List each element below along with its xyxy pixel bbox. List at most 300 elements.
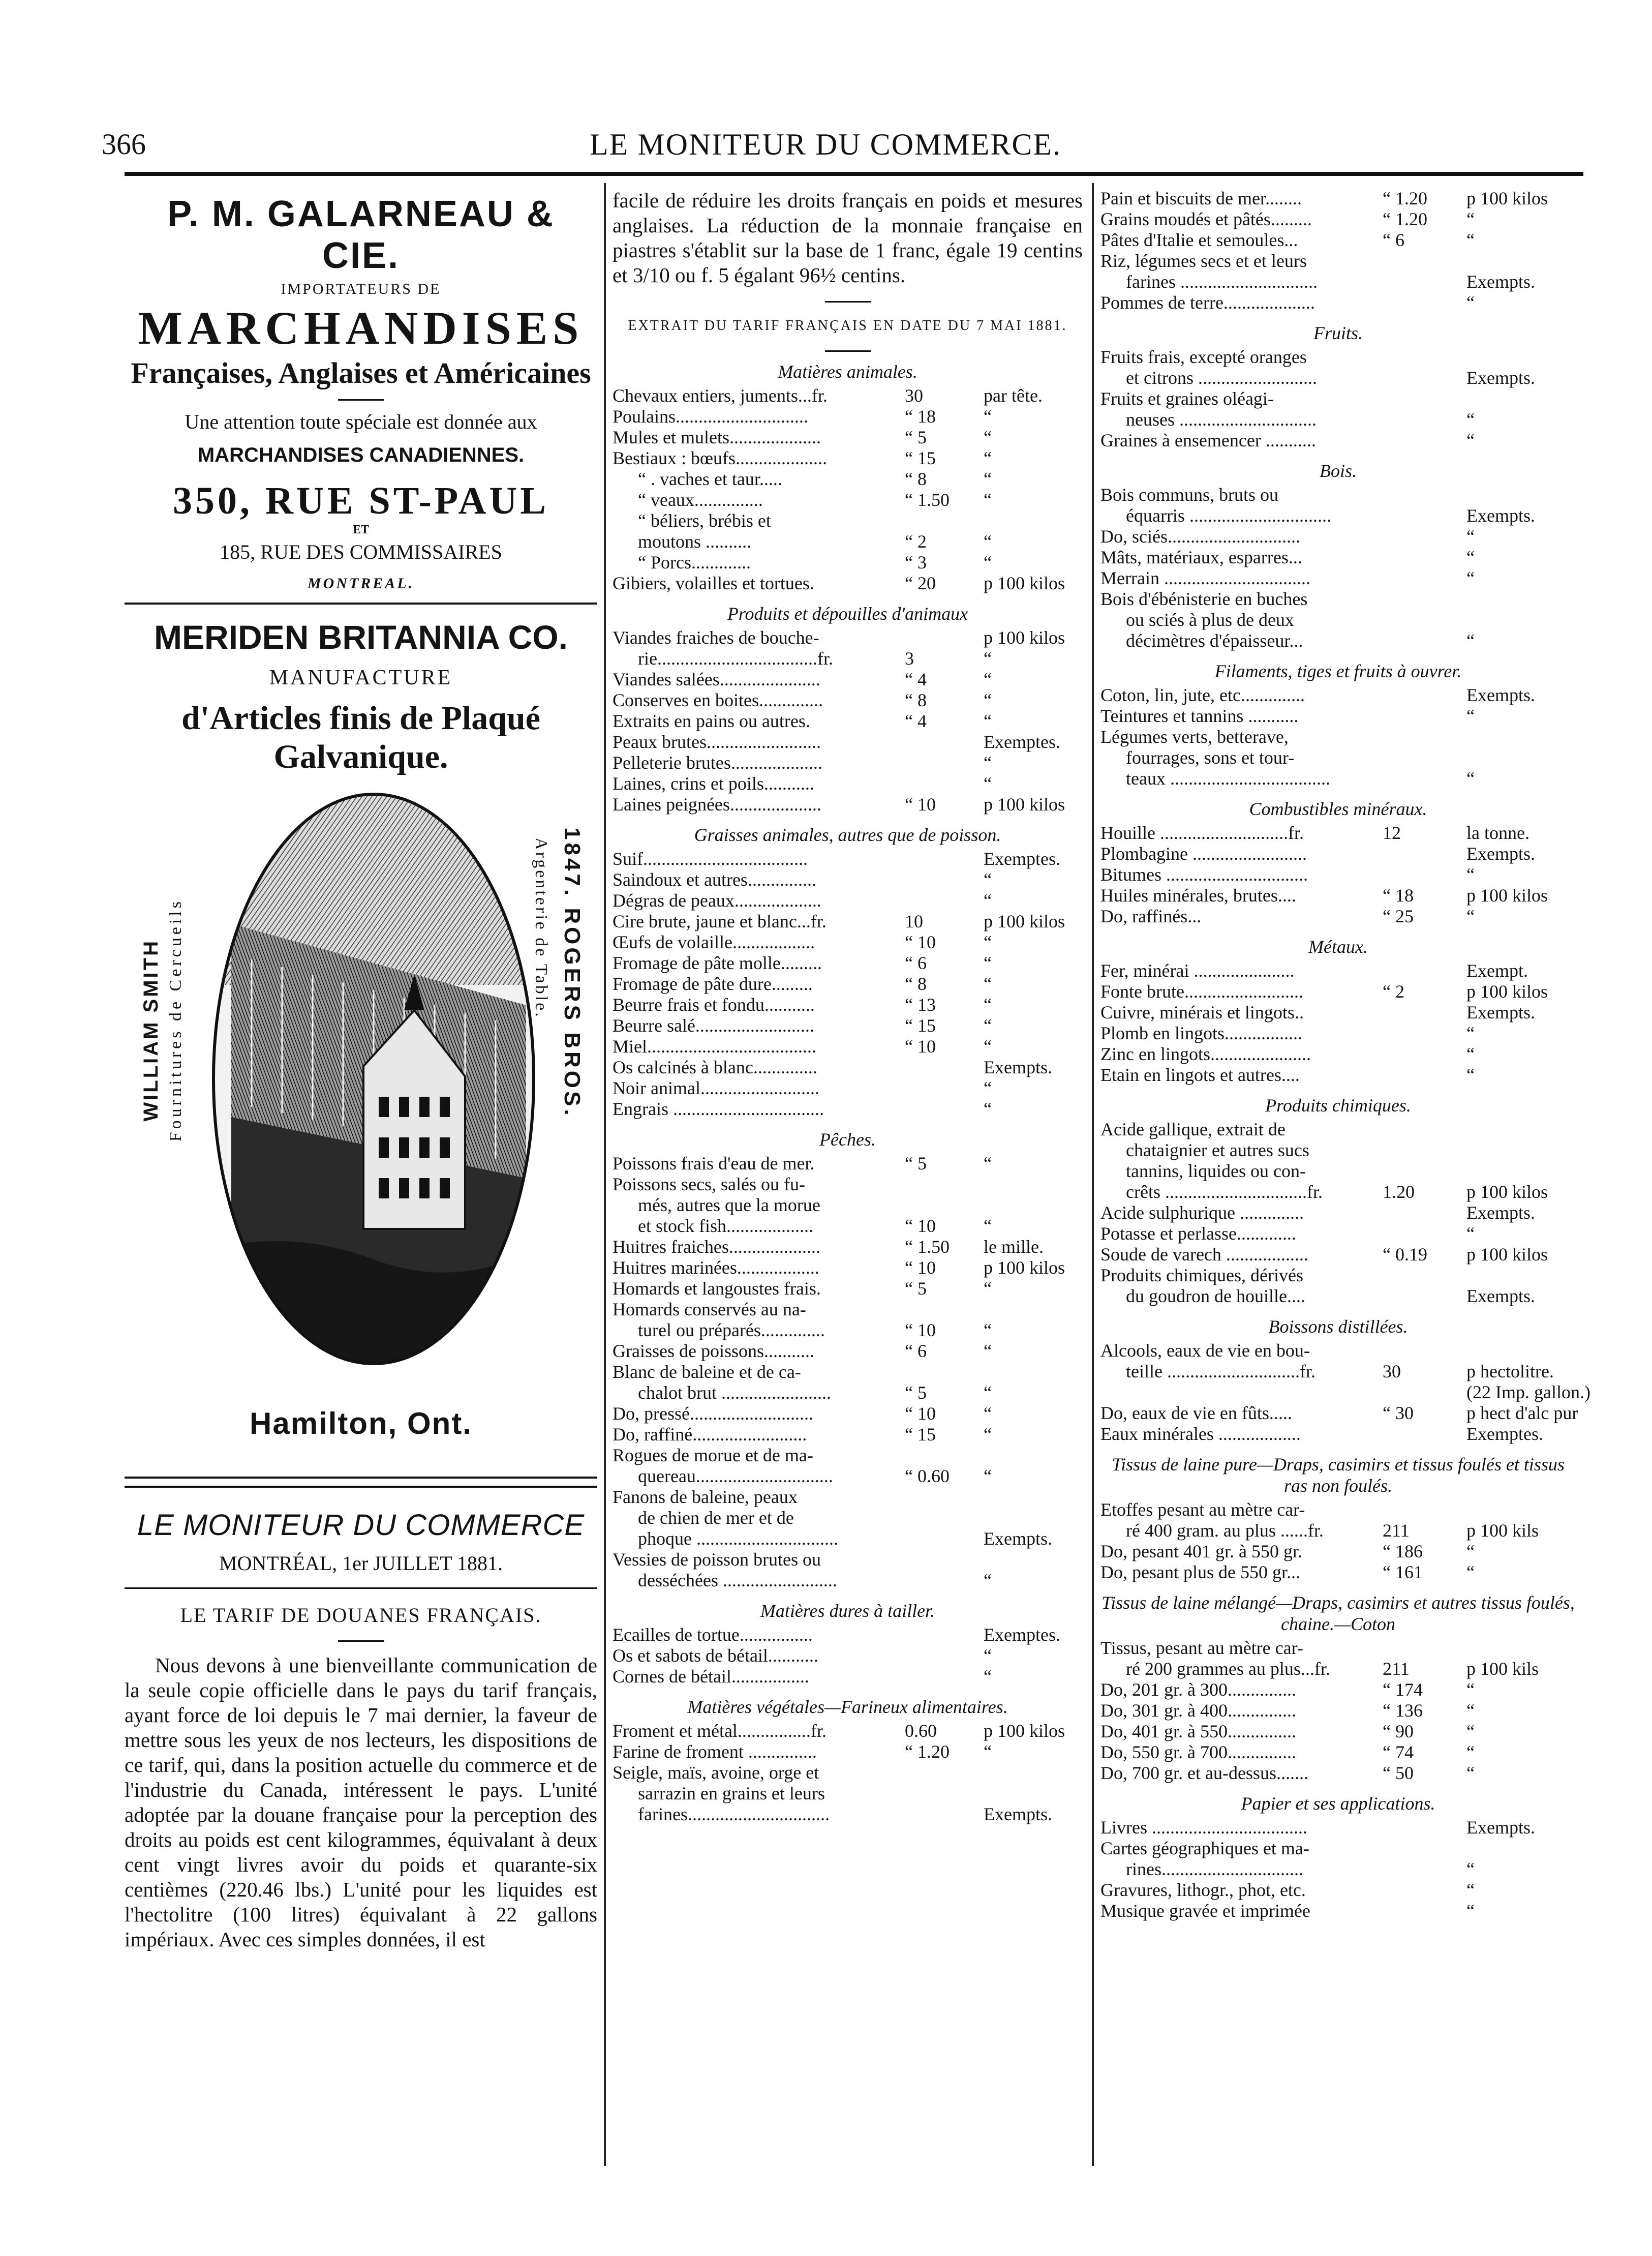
- tariff-row: [1100, 1520, 1576, 1541]
- masthead-dateline: MONTRÉAL, 1er JUILLET 1881.: [219, 1552, 503, 1575]
- tariff-item: quereau..............................: [638, 1466, 833, 1486]
- tariff-item: Do, 550 gr. à 700...............: [1100, 1742, 1296, 1762]
- tariff-row: [1100, 1562, 1576, 1583]
- tariff-row: [613, 385, 1083, 406]
- tariff-row: [1100, 864, 1576, 885]
- tariff-row: [613, 531, 1083, 552]
- tariff-unit: “: [984, 869, 992, 890]
- tariff-row: [613, 1487, 1083, 1508]
- tariff-row: [613, 1666, 1083, 1687]
- tariff-item: Seigle, maïs, avoine, orge et: [613, 1762, 819, 1783]
- tariff-duty: 30: [905, 385, 923, 406]
- tariff-unit: Exempt.: [1466, 960, 1528, 981]
- tariff-duty: “ 174: [1383, 1679, 1423, 1700]
- tariff-item: Gravures, lithogr., phot, etc.: [1100, 1880, 1306, 1900]
- tariff-section-heading: Pêches.: [819, 1129, 876, 1150]
- tariff-row: [1100, 885, 1576, 906]
- tariff-item: Miel.....................................: [613, 1036, 816, 1057]
- tariff-section-heading: Bois.: [1319, 461, 1357, 481]
- tariff-unit: “: [984, 753, 992, 773]
- tariff-item: Pâtes d'Italie et semoules...: [1100, 230, 1298, 250]
- tariff-unit: “: [1466, 209, 1475, 229]
- tariff-item: Do, raffinés...: [1100, 906, 1202, 926]
- tariff-row: [613, 427, 1083, 448]
- advert-firm-name: P. M. GALARNEAU & CIE.: [167, 194, 555, 276]
- tariff-duty: 211: [1383, 1659, 1410, 1679]
- tariff-item: chataignier et autres sucs: [1126, 1140, 1309, 1160]
- tariff-row: [613, 1320, 1083, 1341]
- column-3: [1100, 188, 1590, 1921]
- tariff-row: [1100, 1286, 1576, 1307]
- tariff-unit: Exempts.: [1466, 368, 1535, 388]
- tariff-row: [1100, 1859, 1576, 1880]
- tariff-row: [613, 1153, 1083, 1174]
- tariff-item: Saindoux et autres...............: [613, 869, 816, 890]
- short-rule: [825, 301, 871, 303]
- tariff-row: [1100, 1161, 1576, 1182]
- tariff-section-rows: [613, 849, 1083, 1120]
- tariff-section-heading: Matières animales.: [778, 362, 917, 382]
- tariff-item: Pommes de terre....................: [1100, 292, 1315, 313]
- tariff-unit: “: [984, 1320, 992, 1340]
- tariff-item: Coton, lin, jute, etc..............: [1100, 685, 1305, 705]
- tariff-row: [1100, 1361, 1576, 1382]
- tariff-duty: “ 10: [905, 794, 936, 815]
- tariff-duty: “ 8: [905, 469, 927, 489]
- tariff-unit: p 100 kils: [1466, 1659, 1539, 1679]
- tariff-unit: p 100 kilos: [984, 573, 1065, 593]
- tariff-row: [1100, 547, 1576, 568]
- tariff-row: [613, 1645, 1083, 1666]
- tariff-item: “ veaux...............: [638, 490, 763, 510]
- tariff-duty: 30: [1383, 1361, 1401, 1381]
- tariff-row: [1100, 610, 1576, 630]
- tariff-unit: Exempts.: [1466, 1002, 1535, 1022]
- tariff-row: [613, 1015, 1083, 1036]
- tariff-row: [613, 627, 1083, 648]
- tariff-item: rie...................................fr.: [638, 648, 833, 669]
- tariff-row: [613, 1570, 1083, 1591]
- tariff-item: Œufs de volaille..................: [613, 932, 815, 952]
- tariff-item: Acide sulphurique ..............: [1100, 1202, 1304, 1223]
- tariff-row: [1100, 1541, 1576, 1562]
- tariff-section-rows: [1100, 347, 1576, 451]
- tariff-section-rows: [1100, 188, 1576, 313]
- advert-divider: [125, 603, 597, 605]
- tariff-duty: “ 10: [905, 1320, 936, 1340]
- tariff-unit: p hectolitre.: [1466, 1361, 1554, 1381]
- tariff-row: [1100, 1721, 1576, 1742]
- tariff-item: Homards et langoustes frais.: [613, 1278, 821, 1299]
- tariff-duty: “ 90: [1383, 1721, 1414, 1741]
- tariff-unit: p 100 kilos: [1466, 1244, 1548, 1265]
- tariff-row: [1100, 747, 1576, 768]
- tariff-section-rows: [1100, 823, 1576, 927]
- tariff-row: [613, 1099, 1083, 1120]
- tariff-item: desséchées .........................: [638, 1570, 837, 1590]
- tariff-row: [1100, 1140, 1576, 1161]
- tariff-unit: Exempts.: [1466, 272, 1535, 292]
- tariff-row: [1100, 1499, 1576, 1520]
- tariff-duty: “ 10: [905, 1257, 936, 1278]
- tariff-row: [1100, 1182, 1576, 1202]
- tariff-item: Soude de varech ..................: [1100, 1244, 1308, 1265]
- tariff-item: Fanons de baleine, peaux: [613, 1487, 798, 1507]
- tariff-row: [1100, 630, 1576, 651]
- side-label-william-smith: WILLIAM SMITH: [140, 939, 162, 1122]
- tariff-item: més, autres que la morue: [638, 1195, 820, 1215]
- tariff-unit: “: [984, 1570, 992, 1590]
- tariff-item: Extraits en pains ou autres.: [613, 711, 810, 731]
- tariff-item: Cornes de bétail.................: [613, 1666, 809, 1687]
- tariff-row: [1100, 1403, 1576, 1424]
- tariff-unit: Exempts.: [984, 1528, 1052, 1549]
- tariff-row: [613, 1257, 1083, 1278]
- tariff-unit: “: [1466, 230, 1475, 250]
- tariff-section-rows: [1100, 1817, 1576, 1921]
- tariff-section-heading: Tissus de laine pure—Draps, casimirs et tissus foulés et tissus ras non foulés.: [1112, 1454, 1565, 1496]
- tariff-unit: “: [1466, 1763, 1475, 1783]
- tariff-unit: “: [984, 669, 992, 689]
- article-paragraph: Nous devons à une bienveillante communication de la seule copie officielle dans le pays du tarif français, ayant force de loi depuis le 7 mai dernier, la faveur de mettre sous les yeux de nos lecteurs, les dispositions de ce tarif, qui, dans la position actuelle du commerce et de l'industrie du Canada, intéressent le pays. L'unité adoptée par la douane française pour la perception des droits au poids est cent kilogrammes, équivalant à deux cent vingt livres avoir du poids et quarante-six centièmes (220.46 lbs.) L'unité pour les liquides est l'hectolitre (100 litres) équivalant à 22 gallons impériaux. Avec ces simples données, il est: [125, 1653, 597, 1951]
- tariff-item: Riz, légumes secs et et leurs: [1100, 251, 1307, 271]
- advert-goods: MARCHANDISES: [138, 302, 584, 354]
- tariff-item: neuses ..............................: [1126, 409, 1317, 430]
- tariff-duty: “ 6: [1383, 230, 1404, 250]
- tariff-unit: “: [984, 690, 992, 710]
- tariff-unit: Exemptes.: [984, 1625, 1060, 1645]
- tariff-row: [1100, 906, 1576, 927]
- tariff-row: [1100, 1002, 1576, 1023]
- tariff-item: Conserves en boites..............: [613, 690, 823, 710]
- article-paragraph-continued: facile de réduire les droits français en poids et mesures anglaises. La réduction de la monnaie française en piastres s'établit sur la base de 1 franc, égale 19 centins et 3/10 ou f. 5 égalant 96½ centins.: [613, 189, 1083, 287]
- tariff-row: [613, 1445, 1083, 1466]
- tariff-unit: Exempts.: [984, 1804, 1052, 1824]
- tariff-item: Suif....................................: [613, 849, 808, 869]
- advert-address-2: 185, RUE DES COMMISSAIRES: [220, 540, 502, 563]
- tariff-item: “ béliers, brébis et: [638, 510, 771, 531]
- tariff-item: Os et sabots de bétail...........: [613, 1645, 818, 1666]
- tariff-item: Alcools, eaux de vie en bou-: [1100, 1340, 1310, 1361]
- header-rule: [125, 172, 1583, 176]
- tariff-row: [1100, 1901, 1576, 1921]
- tariff-section-heading: Filaments, tiges et fruits à ouvrer.: [1214, 661, 1462, 681]
- tariff-unit: “: [1466, 906, 1475, 926]
- tariff-item: teaux ...................................: [1126, 768, 1330, 789]
- tariff-row: [613, 1424, 1083, 1445]
- tariff-item: Zinc en lingots......................: [1100, 1044, 1311, 1064]
- tariff-row: [613, 1036, 1083, 1057]
- tariff-item: Vessies de poisson brutes ou: [613, 1549, 821, 1570]
- tariff-unit: “: [1466, 547, 1475, 567]
- tariff-unit: “: [984, 1078, 992, 1098]
- tariff-row: [613, 1078, 1083, 1099]
- page-number: 366: [102, 128, 146, 161]
- tariff-duty: “ 5: [905, 1382, 927, 1403]
- tariff-row: [1100, 230, 1576, 251]
- column-rule: [1092, 183, 1094, 2166]
- tariff-unit: “: [1466, 1679, 1475, 1700]
- tariff-item: Do, raffiné.........................: [613, 1424, 807, 1445]
- tariff-unit: “: [1466, 1541, 1475, 1561]
- tariff-duty: “ 13: [905, 995, 936, 1015]
- tariff-duty: “ 5: [905, 1153, 927, 1174]
- tariff-unit: “: [1466, 1742, 1475, 1762]
- tariff-row: [1100, 1382, 1590, 1403]
- tariff-item: Livres ..................................: [1100, 1817, 1307, 1838]
- tariff-row: [1100, 485, 1576, 505]
- tariff-item: Pelleterie brutes....................: [613, 753, 822, 773]
- tariff-row: [1100, 1044, 1576, 1065]
- tariff-section-heading: Matières dures à tailler.: [760, 1601, 935, 1621]
- tariff-duty: “ 2: [1383, 981, 1404, 1002]
- tariff-section-rows: [1100, 960, 1576, 1086]
- tariff-item: Blanc de baleine et de ca-: [613, 1362, 801, 1382]
- tariff-unit: “: [1466, 568, 1475, 588]
- tariff-item: Huiles minérales, brutes....: [1100, 885, 1296, 906]
- tariff-row: [1100, 727, 1576, 747]
- tariff-section-heading: Combustibles minéraux.: [1249, 799, 1427, 819]
- advert-manufacture: MANUFACTURE: [269, 666, 453, 689]
- tariff-unit: “: [984, 448, 992, 468]
- tariff-duty: “ 15: [905, 1424, 936, 1445]
- tariff-row: [613, 1237, 1083, 1257]
- tariff-unit: “: [984, 531, 992, 552]
- tariff-item: Poulains.............................: [613, 406, 809, 427]
- tariff-item: crêts ...............................fr.: [1126, 1182, 1323, 1202]
- tariff-unit: “: [1466, 292, 1475, 313]
- tariff-row: [613, 1508, 1083, 1528]
- tariff-row: [613, 953, 1083, 974]
- tariff-unit: par tête.: [984, 385, 1043, 406]
- tariff-row: [1100, 1023, 1576, 1044]
- tariff-row: [613, 1362, 1083, 1382]
- tariff-unit: p 100 kilos: [1466, 885, 1548, 906]
- tariff-row: [1100, 1202, 1576, 1223]
- tariff-item: teille .............................fr.: [1126, 1361, 1316, 1381]
- tariff-row: [1100, 981, 1576, 1002]
- tariff-item: Laines peignées....................: [613, 794, 821, 815]
- tariff-row: [613, 510, 1083, 531]
- tariff-section-rows: [1100, 685, 1576, 789]
- tariff-item: Fer, minérai ......................: [1100, 960, 1295, 981]
- tariff-row: [613, 1625, 1083, 1645]
- short-rule: [338, 399, 384, 401]
- tariff-item: Do, sciés.............................: [1100, 526, 1300, 547]
- tariff-unit: “: [1466, 1721, 1475, 1741]
- tariff-duty: “ 30: [1383, 1403, 1414, 1423]
- tariff-row: [1100, 768, 1576, 789]
- tariff-item: ou sciés à plus de deux: [1126, 610, 1294, 630]
- tariff-unit: “: [984, 1015, 992, 1036]
- double-rule: [125, 1477, 597, 1488]
- page-header: [102, 127, 1576, 173]
- tariff-list-column-3: [1100, 188, 1590, 1921]
- tariff-section-rows: [1100, 1340, 1590, 1445]
- tariff-row: [1100, 1265, 1576, 1286]
- tariff-unit: “: [984, 1382, 992, 1403]
- tariff-item: Fromage de pâte molle.........: [613, 953, 822, 973]
- tariff-duty: “ 6: [905, 953, 927, 973]
- tariff-unit: “: [1466, 1562, 1475, 1582]
- tariff-item: Viandes salées......................: [613, 669, 820, 689]
- tariff-unit: le mille.: [984, 1237, 1044, 1257]
- tariff-item: Viandes fraiches de bouche-: [613, 627, 819, 648]
- tariff-row: [613, 974, 1083, 995]
- tariff-unit: “: [984, 1099, 992, 1119]
- tariff-duty: “ 50: [1383, 1763, 1414, 1783]
- advert-firm-name-2: MERIDEN BRITANNIA CO.: [154, 618, 568, 656]
- tariff-row: [1100, 589, 1576, 610]
- tariff-row: [1100, 292, 1576, 313]
- tariff-row: [1100, 1679, 1576, 1700]
- tariff-item: Homards conservés au na-: [613, 1299, 806, 1319]
- tariff-row: [613, 753, 1083, 773]
- tariff-unit: “: [984, 1341, 992, 1361]
- tariff-unit: “: [984, 1036, 992, 1057]
- tariff-row: [1100, 1340, 1576, 1361]
- tariff-unit: “: [984, 773, 992, 794]
- single-rule: [125, 1587, 597, 1589]
- tariff-row: [1100, 347, 1576, 368]
- tariff-unit: “: [1466, 1065, 1475, 1085]
- tariff-section-rows: [613, 627, 1083, 815]
- tariff-item: moutons ..........: [638, 531, 752, 552]
- tariff-item: Fonte brute..........................: [1100, 981, 1303, 1002]
- tariff-section-heading: Tissus de laine mélangé—Draps, casimirs et autres tissus foulés, chaine.—Coton: [1102, 1592, 1575, 1634]
- tariff-section-rows: [613, 1625, 1083, 1687]
- tariff-duty: “ 0.60: [905, 1466, 950, 1486]
- tariff-duty: “ 136: [1383, 1700, 1423, 1721]
- tariff-unit: p 100 kilos: [984, 1257, 1065, 1278]
- tariff-duty: “ 1.50: [905, 1237, 950, 1257]
- tariff-item: du goudron de houille....: [1126, 1286, 1305, 1306]
- tariff-section-heading: Produits et dépouilles d'animaux: [727, 604, 968, 624]
- tariff-duty: “ 4: [905, 711, 927, 731]
- tariff-item: Do, 201 gr. à 300...............: [1100, 1679, 1296, 1700]
- tariff-duty: “ 1.50: [905, 490, 950, 510]
- tariff-row: [613, 552, 1083, 573]
- tariff-unit: Exempts.: [1466, 844, 1535, 864]
- tariff-row: [1100, 188, 1576, 209]
- tariff-row: [613, 1783, 1083, 1804]
- tariff-unit: “: [1466, 1700, 1475, 1721]
- tariff-duty: “ 5: [905, 1278, 927, 1299]
- tariff-duty: “ 15: [905, 1015, 936, 1036]
- tariff-row: [1100, 1742, 1576, 1763]
- tariff-row: [613, 911, 1083, 932]
- tariff-row: [613, 1278, 1083, 1299]
- advert-origin: Françaises, Anglaises et Américaines: [131, 356, 591, 389]
- running-title: LE MONITEUR DU COMMERCE.: [590, 128, 1061, 161]
- tariff-unit: p 100 kilos: [984, 794, 1065, 815]
- tariff-row: [1100, 430, 1576, 451]
- tariff-unit: (22 Imp. gallon.): [1466, 1382, 1590, 1402]
- tariff-duty: “ 1.20: [1383, 209, 1427, 229]
- tariff-row: [613, 1528, 1083, 1549]
- tariff-unit: p 100 kilos: [984, 627, 1065, 648]
- tariff-duty: “ 20: [905, 573, 936, 593]
- tariff-row: [613, 849, 1083, 869]
- advert-articles: d'Articles finis de Plaqué Galvanique.: [181, 700, 540, 775]
- tariff-item: “ Porcs.............: [638, 552, 751, 573]
- tariff-duty: “ 5: [905, 427, 927, 447]
- tariff-item: Cuivre, minérais et lingots..: [1100, 1002, 1304, 1022]
- tariff-item: Légumes verts, betterave,: [1100, 727, 1289, 747]
- tariff-unit: “: [984, 1278, 992, 1299]
- tariff-row: [613, 1804, 1083, 1825]
- advert-address-1: 350, RUE ST-PAUL: [173, 479, 549, 522]
- tariff-unit: “: [1466, 1044, 1475, 1064]
- tariff-item: turel ou préparés..............: [638, 1320, 825, 1340]
- tariff-unit: “: [1466, 1901, 1475, 1921]
- tariff-duty: “ 18: [1383, 885, 1414, 906]
- tariff-item: Cartes géographiques et ma-: [1100, 1838, 1309, 1858]
- tariff-row: [1100, 272, 1576, 292]
- tariff-row: [1100, 1119, 1576, 1140]
- tariff-row: [613, 1741, 1083, 1762]
- tariff-unit: “: [984, 953, 992, 973]
- tariff-row: [1100, 1880, 1576, 1901]
- tariff-unit: p 100 kilos: [984, 911, 1065, 931]
- tariff-item: Etain en lingots et autres....: [1100, 1065, 1300, 1085]
- tariff-section-heading: Boissons distillées.: [1268, 1316, 1408, 1337]
- tariff-section-rows: [1100, 1119, 1576, 1307]
- tariff-section-rows: [1100, 1638, 1576, 1784]
- tariff-duty: “ 0.19: [1383, 1244, 1427, 1265]
- tariff-duty: “ 10: [905, 1036, 936, 1057]
- tariff-row: [613, 1216, 1083, 1237]
- tariff-unit: Exemptes.: [984, 732, 1060, 752]
- short-rule: [338, 1640, 384, 1642]
- tariff-row: [613, 573, 1083, 594]
- tariff-item: Produits chimiques, dérivés: [1100, 1265, 1303, 1285]
- tariff-item: Grains moudés et pâtés.........: [1100, 209, 1312, 229]
- tariff-unit: la tonne.: [1466, 823, 1529, 843]
- tariff-item: Bois d'ébénisterie en buches: [1100, 589, 1308, 609]
- tariff-duty: 12: [1383, 823, 1401, 843]
- tariff-unit: p 100 kilos: [984, 1721, 1065, 1741]
- tariff-section-rows: [613, 385, 1083, 594]
- tariff-duty: “ 74: [1383, 1742, 1414, 1762]
- tariff-unit: “: [1466, 864, 1475, 885]
- tariff-row: [1100, 1244, 1576, 1265]
- tariff-item: Cire brute, jaune et blanc...fr.: [613, 911, 827, 931]
- tariff-unit: “: [984, 648, 992, 669]
- tariff-duty: “ 1.20: [1383, 188, 1427, 208]
- tariff-section-heading: Matières végétales—Farineux alimentaires.: [687, 1697, 1008, 1717]
- tariff-unit: “: [1466, 768, 1475, 789]
- tariff-item: Noir animal..........................: [613, 1078, 819, 1098]
- tariff-section-heading: Papier et ses applications.: [1241, 1793, 1435, 1814]
- tariff-item: fourrages, sons et tour-: [1126, 747, 1295, 768]
- tariff-item: Dégras de peaux...................: [613, 890, 821, 911]
- advert-meriden: [125, 618, 597, 776]
- tariff-row: [1100, 1763, 1576, 1784]
- tariff-unit: “: [984, 552, 992, 573]
- tariff-row: [613, 773, 1083, 794]
- tariff-item: Do, 401 gr. à 550...............: [1100, 1721, 1296, 1741]
- side-label-rogers-bros: 1847. ROGERS BROS.: [560, 827, 585, 1119]
- tariff-duty: 211: [1383, 1520, 1410, 1541]
- factory-engraving-image: [211, 792, 536, 1366]
- tariff-item: de chien de mer et de: [638, 1508, 794, 1528]
- advert-et: ET: [352, 523, 369, 536]
- tariff-row: [1100, 568, 1576, 589]
- tariff-row: [1100, 1424, 1576, 1445]
- tariff-item: Laines, crins et poils...........: [613, 773, 814, 794]
- tariff-row: [1100, 1065, 1576, 1086]
